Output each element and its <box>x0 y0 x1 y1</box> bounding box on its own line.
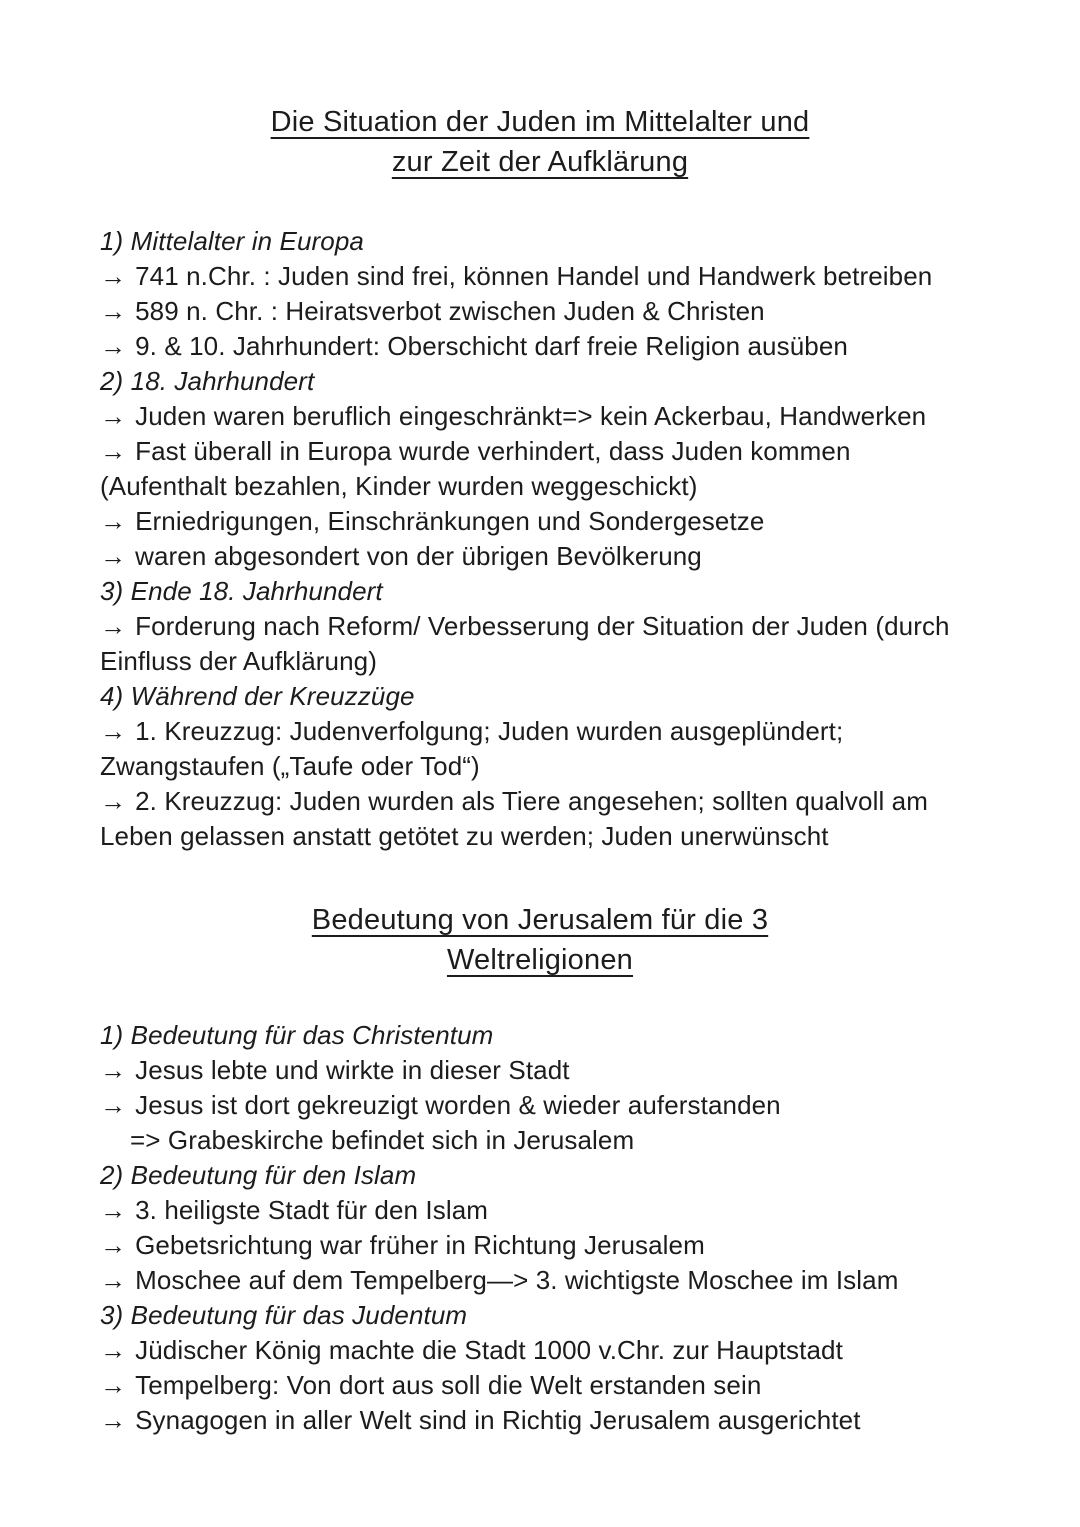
section-2-title-line-2: Weltreligionen <box>446 944 634 976</box>
bullet-text: 9. & 10. Jahrhundert: Oberschicht darf freie Religion ausüben <box>135 331 848 361</box>
bullet-text: 3. heiligste Stadt für den Islam <box>135 1195 489 1225</box>
bullet-line <box>100 609 980 644</box>
arrow-bullet-icon: → <box>100 261 127 291</box>
subsection-heading: 1) Bedeutung für das Christentum <box>100 1020 494 1050</box>
bullet-text: 589 n. Chr. : Heiratsverbot zwischen Juden & Christen <box>135 296 765 326</box>
arrow-bullet-icon: → <box>100 1405 127 1435</box>
bullet-text: Jüdischer König machte die Stadt 1000 v.Chr. zur Hauptstadt <box>135 1335 843 1365</box>
bullet-text: 1. Kreuzzug: Judenverfolgung; Juden wurden ausgeplündert; <box>135 716 844 746</box>
subsection-heading: 2) Bedeutung für den Islam <box>100 1160 417 1190</box>
arrow-bullet-icon: → <box>100 331 127 361</box>
bullet-text: Jesus lebte und wirkte in dieser Stadt <box>135 1055 570 1085</box>
section-1-body <box>100 224 980 854</box>
bullet-text: waren abgesondert von der übrigen Bevölkerung <box>135 541 702 571</box>
section-2-body <box>100 1018 980 1438</box>
continuation-line: Zwangstaufen („Taufe oder Tod“) <box>100 751 480 781</box>
bullet-line <box>100 1263 980 1298</box>
arrow-bullet-icon: → <box>100 1230 127 1260</box>
arrow-bullet-icon: → <box>100 1055 127 1085</box>
arrow-bullet-icon: → <box>100 1090 127 1120</box>
arrow-bullet-icon: → <box>100 296 127 326</box>
subsection-heading: 3) Bedeutung für das Judentum <box>100 1300 468 1330</box>
bullet-text: Fast überall in Europa wurde verhindert, dass Juden kommen <box>135 436 851 466</box>
arrow-bullet-icon: → <box>100 541 127 571</box>
subsection-heading: 3) Ende 18. Jahrhundert <box>100 576 383 606</box>
arrow-bullet-icon: → <box>100 611 127 641</box>
section-1-title <box>100 102 980 182</box>
bullet-text: Forderung nach Reform/ Verbesserung der Situation der Juden (durch <box>135 611 950 641</box>
bullet-line <box>100 1228 980 1263</box>
bullet-text: Synagogen in aller Welt sind in Richtig Jerusalem ausgerichtet <box>135 1405 861 1435</box>
bullet-text: Gebetsrichtung war früher in Richtung Jerusalem <box>135 1230 705 1260</box>
bullet-line <box>100 1333 980 1368</box>
subsection-heading: 2) 18. Jahrhundert <box>100 366 315 396</box>
bullet-line <box>100 1403 980 1438</box>
continuation-line: (Aufenthalt bezahlen, Kinder wurden weggeschickt) <box>100 471 698 501</box>
bullet-text: Erniedrigungen, Einschränkungen und Sondergesetze <box>135 506 765 536</box>
bullet-line <box>100 434 980 469</box>
section-1-title-line-2: zur Zeit der Aufklärung <box>391 146 689 178</box>
arrow-bullet-icon: → <box>100 1195 127 1225</box>
bullet-line <box>100 504 980 539</box>
arrow-bullet-icon: → <box>100 1265 127 1295</box>
arrow-bullet-icon: → <box>100 1370 127 1400</box>
bullet-text: 2. Kreuzzug: Juden wurden als Tiere angesehen; sollten qualvoll am <box>135 786 928 816</box>
bullet-line <box>100 329 980 364</box>
bullet-text: Tempelberg: Von dort aus soll die Welt erstanden sein <box>135 1370 762 1400</box>
bullet-text: 741 n.Chr. : Juden sind frei, können Handel und Handwerk betreiben <box>135 261 933 291</box>
section-2-title-line-1: Bedeutung von Jerusalem für die 3 <box>311 904 769 936</box>
bullet-line <box>100 784 980 819</box>
bullet-line <box>100 259 980 294</box>
continuation-line: Leben gelassen anstatt getötet zu werden; Juden unerwünscht <box>100 821 829 851</box>
bullet-line <box>100 1088 980 1123</box>
section-2-title <box>100 900 980 980</box>
arrow-bullet-icon: → <box>100 436 127 466</box>
bullet-line <box>100 294 980 329</box>
bullet-line <box>100 714 980 749</box>
bullet-line <box>100 399 980 434</box>
arrow-bullet-icon: → <box>100 1335 127 1365</box>
bullet-line <box>100 1368 980 1403</box>
bullet-text: Jesus ist dort gekreuzigt worden & wieder auferstanden <box>135 1090 781 1120</box>
continuation-line: Einfluss der Aufklärung) <box>100 646 377 676</box>
double-arrow-line: => Grabeskirche befindet sich in Jerusalem <box>130 1125 635 1155</box>
arrow-bullet-icon: → <box>100 506 127 536</box>
arrow-bullet-icon: → <box>100 786 127 816</box>
bullet-text: Juden waren beruflich eingeschränkt=> kein Ackerbau, Handwerken <box>135 401 927 431</box>
bullet-line <box>100 1053 980 1088</box>
arrow-bullet-icon: → <box>100 716 127 746</box>
section-1-title-line-1: Die Situation der Juden im Mittelalter und <box>270 106 810 138</box>
subsection-heading: 4) Während der Kreuzzüge <box>100 681 415 711</box>
bullet-text: Moschee auf dem Tempelberg—> 3. wichtigste Moschee im Islam <box>135 1265 899 1295</box>
subsection-heading: 1) Mittelalter in Europa <box>100 226 364 256</box>
bullet-line <box>100 539 980 574</box>
bullet-line <box>100 1193 980 1228</box>
arrow-bullet-icon: → <box>100 401 127 431</box>
